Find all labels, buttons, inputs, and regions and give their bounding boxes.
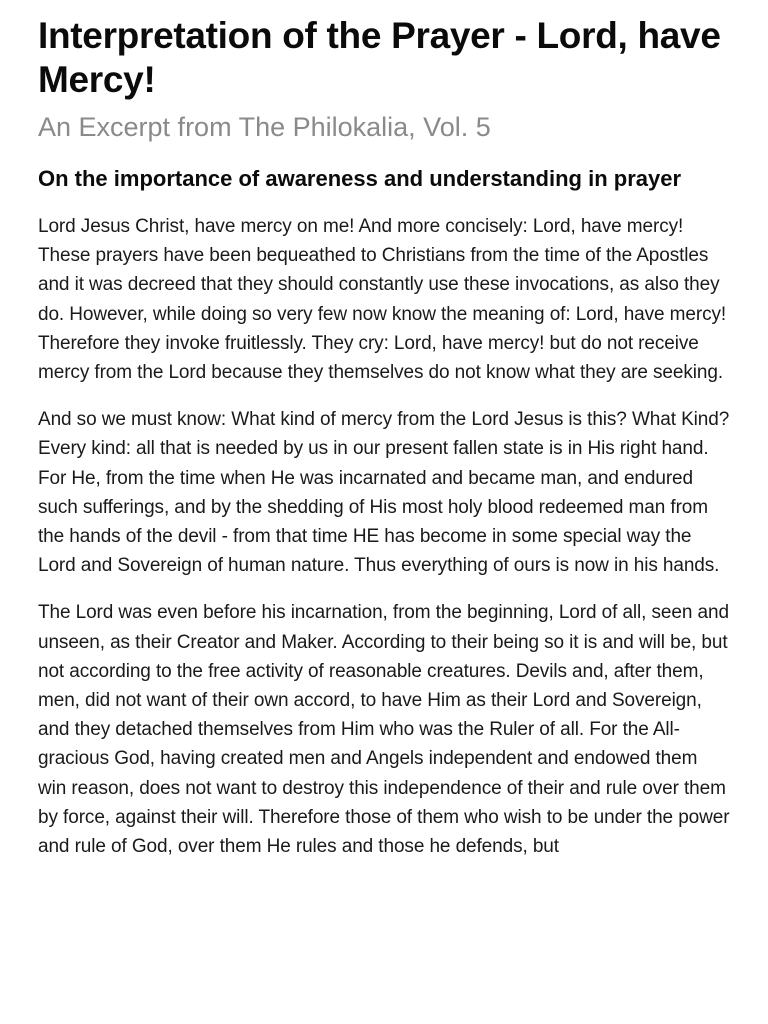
- body-paragraph-3: The Lord was even before his incarnation, from the beginning, Lord of all, seen and unseen, as their Creator and Maker. According to their being so it is and will be, but not according to the free activity of reasonable creatures. Devils and, after them, men, did not want of their own accord, to have Him as their Lord and Sovereign, and they detached themselves from Him who was the Ruler of all. For the All-gracious God, having created men and Angels independent and endowed them win reason, does not want to destroy this independence of their and rule over them by force, against their will. Therefore those of them who wish to be under the power and rule of God, over them He rules and those he defends, but: [38, 602, 730, 858]
- section-heading: On the importance of awareness and understanding in prayer: [38, 166, 682, 191]
- body-paragraph-2: And so we must know: What kind of mercy from the Lord Jesus is this? What Kind? Every kind: all that is needed by us in our present fallen state is in His right hand. For He, from the time when He was incarnated and became man, and endured such sufferings, and by the shedding of His most holy blood redeemed man from the hands of the devil - from that time HE has become in some special way the Lord and Sovereign of human nature. Thus everything of ours is now in his hands.: [38, 409, 730, 577]
- page-subtitle: An Excerpt from The Philokalia, Vol. 5: [38, 112, 491, 142]
- body-paragraph-1: Lord Jesus Christ, have mercy on me! And more concisely: Lord, have mercy! These prayers have been bequeathed to Christians from the time of the Apostles and it was decreed that they should constantly use these invocations, as also they do. However, while doing so very few now know the meaning of: Lord, have mercy! Therefore they invoke fruitlessly. They cry: Lord, have mercy! but do not receive mercy from the Lord because they themselves do not know what they are seeking.: [38, 216, 727, 384]
- page-title: Interpretation of the Prayer - Lord, have Mercy!: [38, 15, 721, 100]
